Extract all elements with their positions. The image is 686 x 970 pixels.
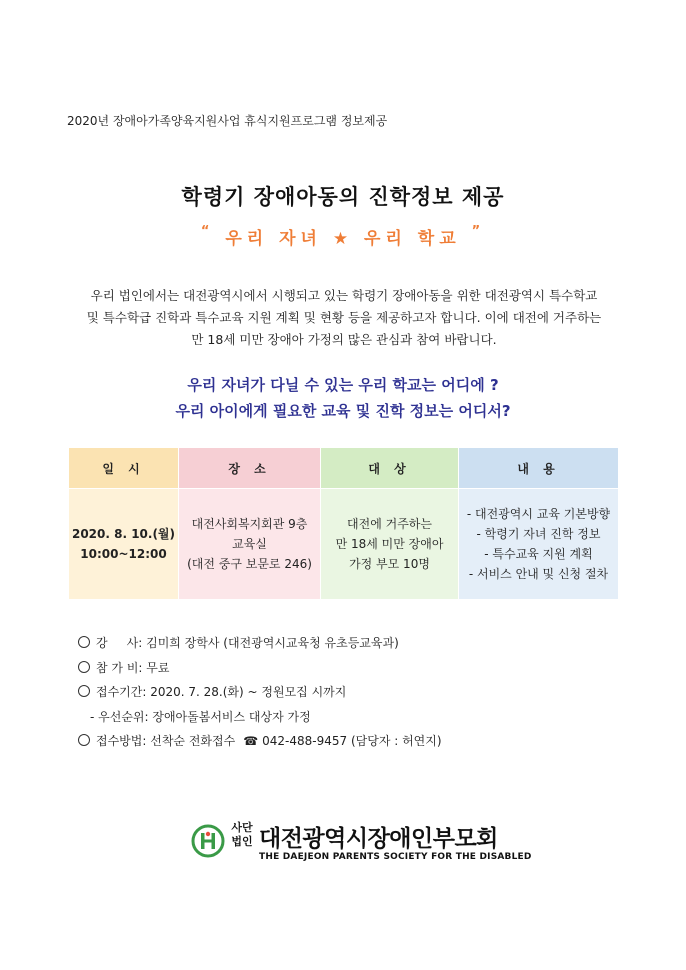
event-info-table [68,447,619,600]
cell-datetime [69,489,179,600]
cell-place [179,489,321,600]
highlight-question-1: 우리 자녀가 다닐 수 있는 우리 학교는 어디에 ? [187,376,499,394]
time-text: 10:00~12:00 [80,547,167,561]
page-title: 학령기 장애아동의 진학정보 제공 [181,185,505,209]
header-line: 2020년 장애아가족양육지원사업 휴식지원프로그램 정보제공 [67,114,388,128]
highlight-question-2: 우리 아이에게 필요한 교육 및 진학 정보는 어디서? [175,402,511,420]
table-header-row [69,448,619,489]
circle-bullet-icon [78,636,90,648]
subtitle [0,224,686,249]
content-item: - 학령기 자녀 진학 정보 [476,527,601,541]
header-place: 장 소 [179,448,321,489]
place-line: (대전 중구 보문로 246) [187,557,312,571]
open-quote: “ [200,224,215,239]
date-text: 2020. 8. 10.(월) [71,527,176,541]
place-line: 대전사회복지회관 9층 [191,517,308,531]
close-quote: ” [471,224,486,239]
circle-bullet-icon [78,685,90,697]
intro-paragraph [68,285,620,351]
intro-line: 만 18세 미만 장애아 가정의 많은 관심과 참여 바랍니다. [191,332,497,347]
target-line: 대전에 거주하는 [347,517,432,531]
header-content: 내 용 [459,448,619,489]
detail-period: 접수기간: 2020. 7. 28.(화) ~ 정원모집 시까지 [78,680,442,705]
details-list [78,631,442,754]
detail-priority: - 우선순위: 장애아돌봄서비스 대상자 가정 [90,709,311,724]
org-english-name: THE DAEJEON PARENTS SOCIETY FOR THE DISABLED [259,852,532,862]
header-target: 대 상 [321,448,459,489]
target-line: 가정 부모 10명 [349,557,430,571]
header-datetime: 일 시 [69,448,179,489]
cell-target [321,489,459,600]
org-emblem-icon [191,824,225,858]
content-item: - 대전광역시 교육 기본방향 [466,507,611,521]
phone-icon: ☎ [243,734,259,748]
content-item: - 특수교육 지원 계획 [484,547,593,561]
phone-number: 042-488-9457 (담당자 : 허연지) [262,734,442,748]
cell-content [459,489,619,600]
org-type: 사단 법인 [231,821,253,848]
detail-fee: 참 가 비: 무료 [78,656,442,681]
org-name: 대전광역시장애인부모회 [259,826,498,852]
detail-lecturer: 강 사: 김미희 장학사 (대전광역시교육청 유초등교육과) [78,631,442,656]
intro-line: 우리 법인에서는 대전광역시에서 시행되고 있는 학령기 장애아동을 위한 대전광역시 특수학교 [90,288,598,303]
place-line: 교육실 [232,537,267,551]
circle-bullet-icon [78,734,90,746]
subtitle-text: 우리 자녀 ★ 우리 학교 [225,229,461,249]
table-row [69,489,619,600]
intro-line: 및 특수학급 진학과 특수교육 지원 계획 및 현황 등을 제공하고자 합니다. 이에 대전에 거주하는 [86,310,602,325]
circle-bullet-icon [78,661,90,673]
content-item: - 서비스 안내 및 신청 절차 [468,567,609,581]
target-line: 만 18세 미만 장애아 [335,537,444,551]
detail-method: 접수방법: 선착순 전화접수 ☎ 042-488-9457 (담당자 : 허연지) [78,729,442,754]
